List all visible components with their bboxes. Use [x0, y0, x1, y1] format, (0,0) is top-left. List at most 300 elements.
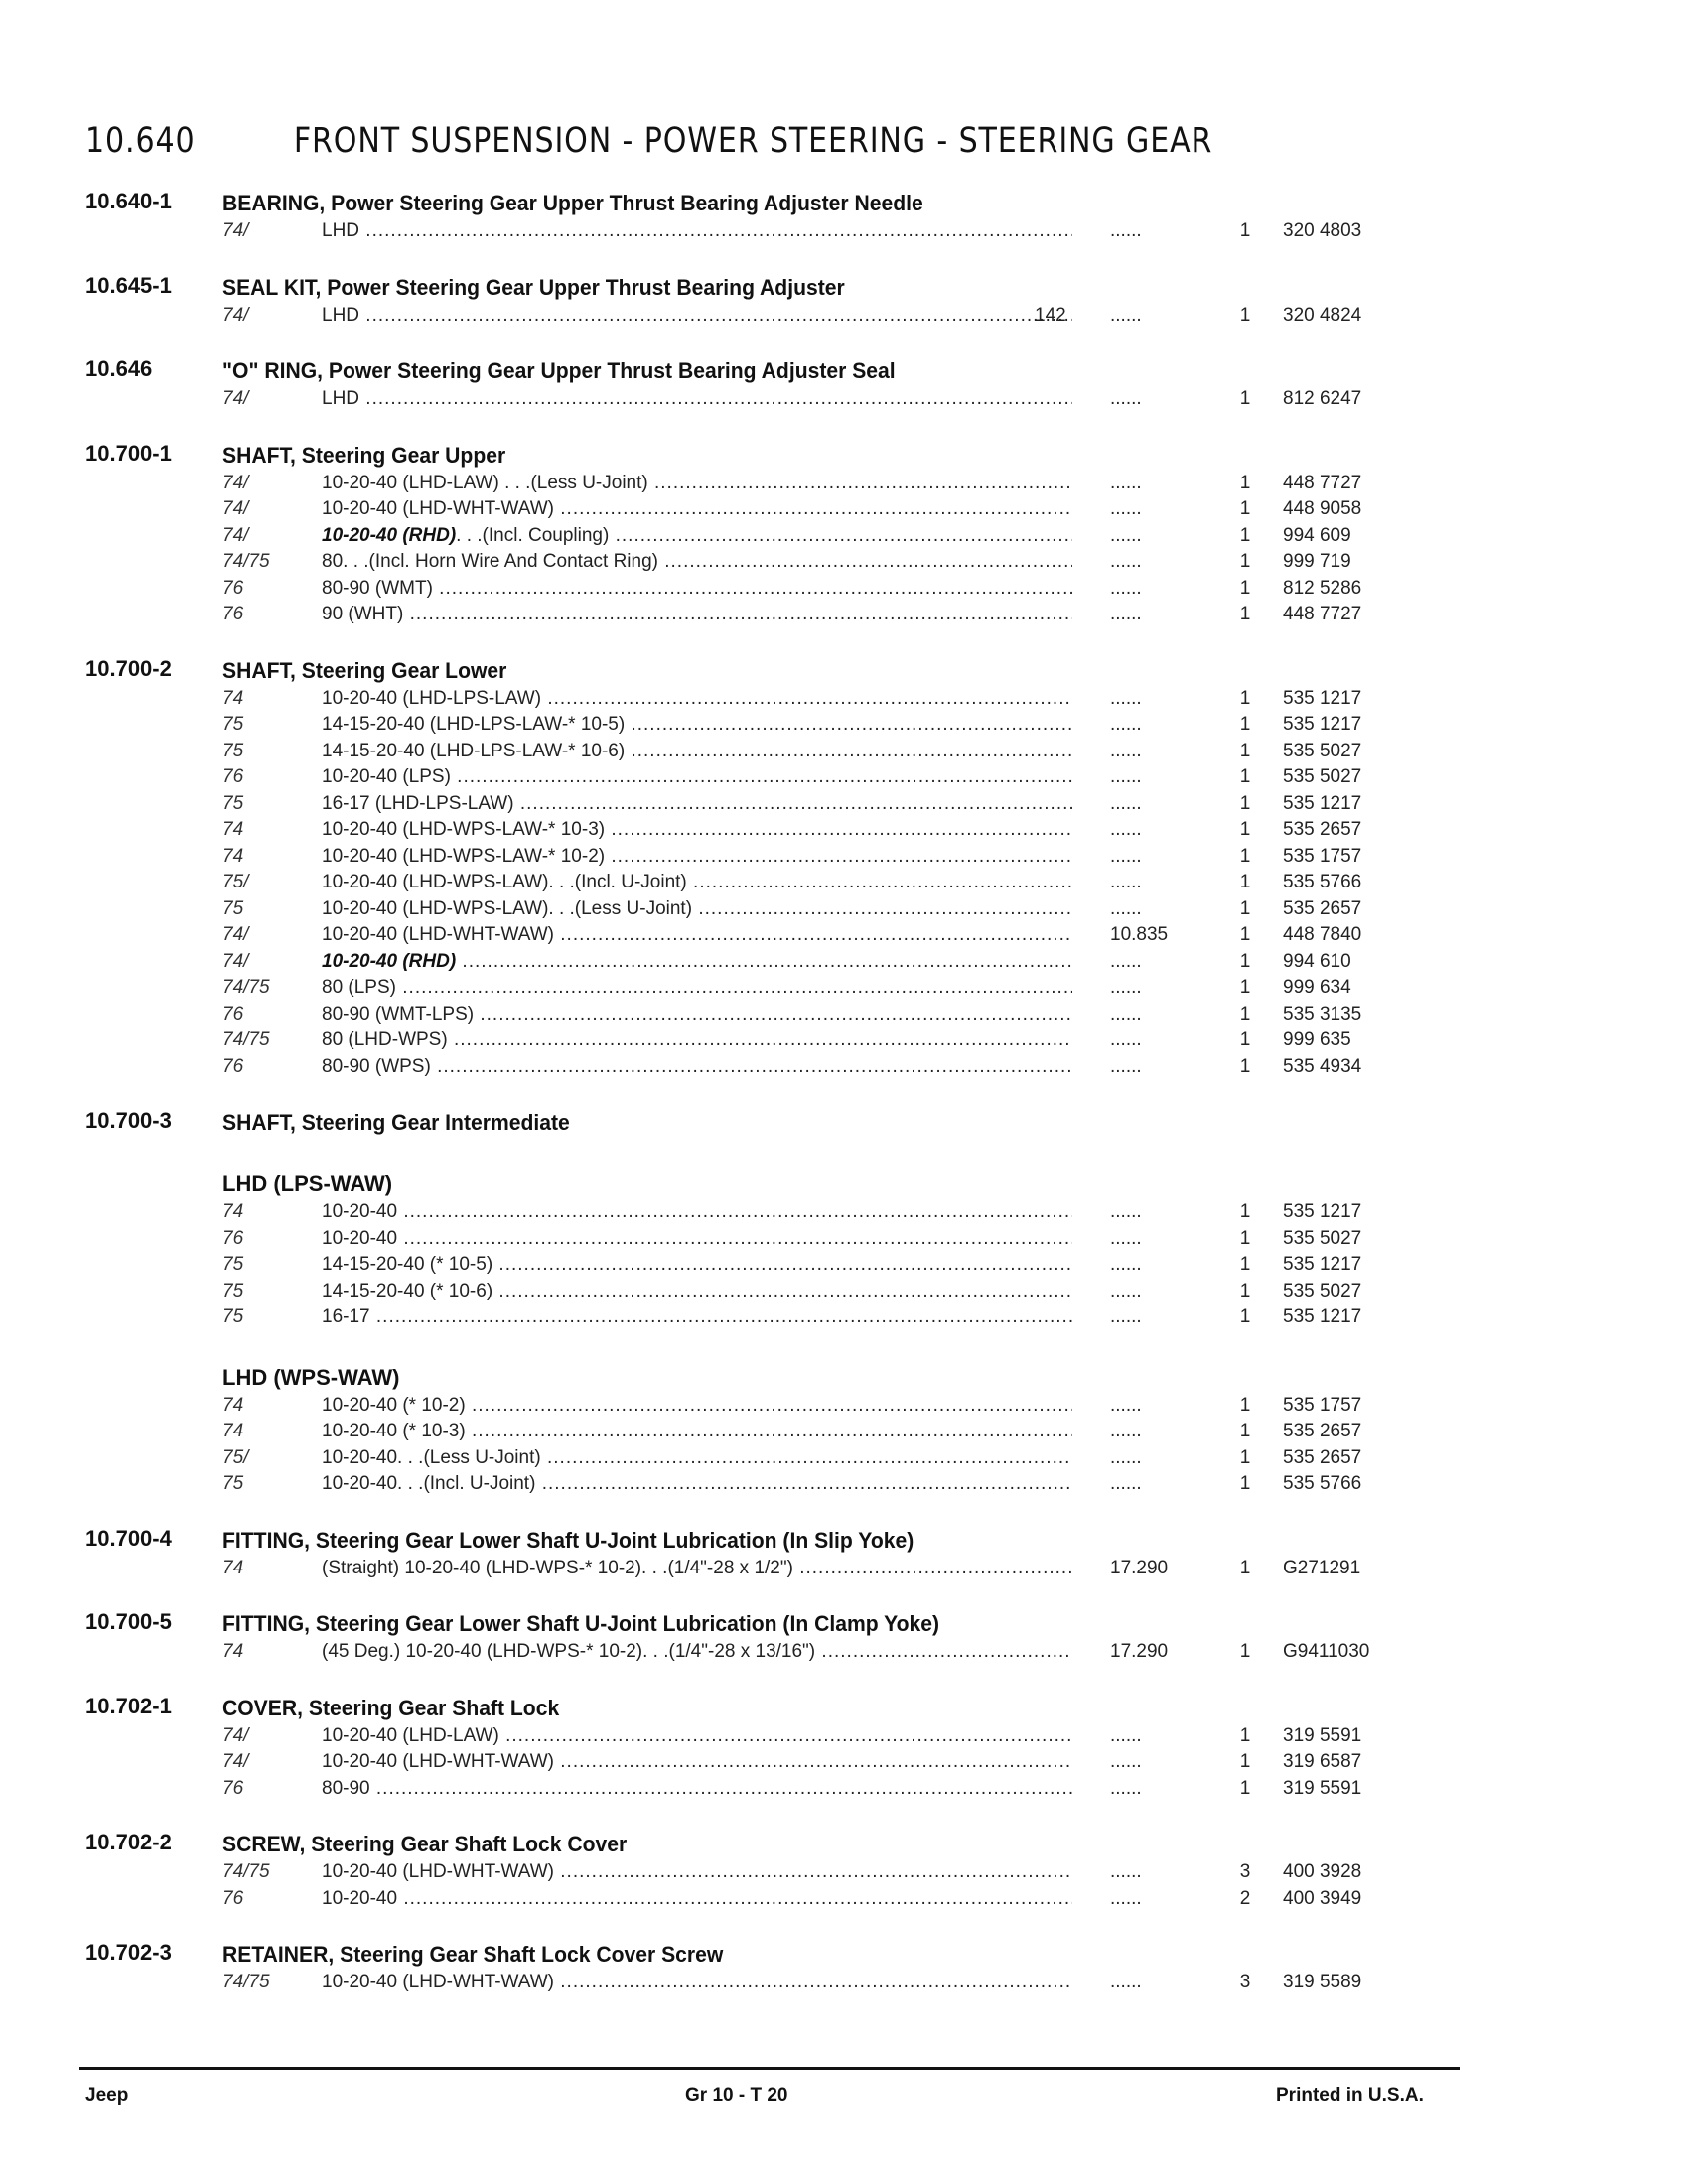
- parts-row: [0, 1421, 1688, 1447]
- part-description-text: 80-90 (WPS): [322, 1055, 431, 1077]
- part-description-text: 10-20-40: [322, 1887, 398, 1909]
- part-description-text: 80 (LPS): [322, 977, 396, 998]
- part-number: 535 1757: [1283, 1394, 1362, 1416]
- part-description-text: 90 (WHT): [322, 604, 404, 624]
- reference: ......: [1110, 551, 1142, 572]
- model-year: 74: [222, 1201, 244, 1222]
- quantity: 3: [1239, 1972, 1251, 1992]
- part-number: 535 5027: [1283, 766, 1362, 787]
- part-name: RETAINER,: [222, 1942, 335, 1967]
- quantity: 1: [1239, 1777, 1251, 1799]
- section-number: 10.700-4: [85, 1525, 172, 1551]
- part-description: [322, 846, 1072, 868]
- part-description-text: 10-20-40 (LHD-WHT-WAW): [322, 1751, 554, 1772]
- reference: ......: [1110, 1751, 1142, 1772]
- model-year: 76: [222, 1003, 244, 1024]
- parts-row: [0, 578, 1688, 605]
- model-year: 76: [222, 604, 244, 624]
- part-description-text: 16-17 (LHD-LPS-LAW): [322, 792, 514, 814]
- part-number: 535 5027: [1283, 740, 1362, 761]
- part-description-text: 10-20-40: [322, 1227, 398, 1249]
- part-description-text: 10-20-40 (LHD-WHT-WAW): [322, 1861, 554, 1882]
- part-number: 535 1217: [1283, 714, 1362, 735]
- section-header: [0, 1940, 1688, 1972]
- part-description-text: LHD: [322, 304, 360, 326]
- reference: ......: [1110, 819, 1142, 840]
- part-name: FITTING,: [222, 1527, 310, 1553]
- part-number: 319 6587: [1283, 1751, 1362, 1772]
- quantity: 1: [1239, 792, 1251, 814]
- part-number: 535 2657: [1283, 819, 1362, 840]
- quantity: 1: [1239, 924, 1251, 945]
- part-description: [322, 688, 1072, 710]
- part-name: BEARING,: [222, 191, 326, 215]
- quantity: 1: [1239, 1306, 1251, 1327]
- parts-row: [0, 1004, 1688, 1030]
- part-description: [322, 1888, 1072, 1910]
- quantity: 1: [1239, 1421, 1251, 1441]
- section-number: 10.702-3: [85, 1940, 172, 1965]
- quantity: 1: [1239, 498, 1251, 519]
- model-year: 75: [222, 1254, 244, 1275]
- part-description: [322, 1306, 1072, 1328]
- section-number: 10.700-3: [85, 1108, 172, 1133]
- parts-row: [0, 1888, 1688, 1915]
- quantity: 1: [1239, 845, 1251, 867]
- reference: ......: [1110, 1777, 1142, 1799]
- page-heading: FRONT SUSPENSION - POWER STEERING - STEERING GEAR: [293, 121, 1213, 161]
- part-description: [322, 1254, 1072, 1276]
- part-name-description: Steering Gear Shaft Lock Cover: [311, 1832, 628, 1856]
- section-number: 10.700-2: [85, 655, 172, 681]
- parts-row: [0, 872, 1688, 898]
- section-number: 10.646: [85, 356, 153, 381]
- part-description-text: 10-20-40 (* 10-3): [322, 1421, 466, 1441]
- part-number: 535 1217: [1283, 687, 1362, 709]
- parts-section: [0, 441, 1688, 630]
- quantity: 1: [1239, 1201, 1251, 1222]
- part-number: 535 2657: [1283, 1446, 1362, 1468]
- reference: ......: [1110, 577, 1142, 599]
- part-description-text: 16-17: [322, 1306, 370, 1327]
- section-number: 10.640-1: [85, 189, 172, 213]
- section-number: 10.702-2: [85, 1830, 172, 1854]
- model-year: 74/: [222, 220, 249, 241]
- quantity: 1: [1239, 524, 1251, 546]
- part-description: [322, 388, 1072, 410]
- reference: ......: [1110, 1972, 1142, 1992]
- section-header: [0, 189, 1688, 220]
- part-number: 448 7727: [1283, 472, 1362, 493]
- part-description-text: LHD: [322, 220, 360, 241]
- page-title: [85, 121, 1213, 161]
- part-description: [322, 498, 1072, 520]
- section-header: [0, 1694, 1688, 1725]
- part-number: 535 1217: [1283, 1306, 1362, 1327]
- part-description: [322, 977, 1072, 999]
- part-number: 535 5766: [1283, 1473, 1362, 1494]
- part-number: 812 6247: [1283, 388, 1362, 409]
- part-description-text: 10-20-40: [322, 1201, 398, 1222]
- part-description-text: 10-20-40. . .(Less U-Joint): [322, 1446, 541, 1468]
- parts-row: [0, 714, 1688, 741]
- quantity: 1: [1239, 819, 1251, 840]
- part-description-text: 80. . .(Incl. Horn Wire And Contact Ring): [322, 551, 658, 572]
- footer-print-note: Printed in U.S.A.: [1276, 2085, 1424, 2106]
- parts-row: [0, 1281, 1688, 1307]
- part-description-text: 80-90 (WMT): [322, 577, 433, 599]
- parts-row: [0, 388, 1688, 415]
- parts-row: [0, 924, 1688, 951]
- part-description-bold: 10-20-40 (RHD): [322, 524, 457, 546]
- part-description-text: 80-90 (WMT-LPS): [322, 1003, 475, 1024]
- reference: ......: [1110, 1254, 1142, 1275]
- model-year: 75: [222, 714, 244, 735]
- page-section-number: 10.640: [85, 121, 196, 161]
- parts-row: [0, 525, 1688, 552]
- part-description: [322, 525, 1072, 547]
- part-description: [322, 1056, 1072, 1078]
- part-description-text: 10-20-40 (LPS): [322, 766, 451, 787]
- part-description: [322, 1281, 1072, 1302]
- model-year: 74: [222, 1394, 244, 1416]
- parts-row: [0, 741, 1688, 767]
- quantity: 1: [1239, 604, 1251, 624]
- quantity: 1: [1239, 577, 1251, 599]
- part-number: 448 7727: [1283, 604, 1362, 624]
- section-header: [0, 441, 1688, 473]
- quantity: 1: [1239, 472, 1251, 493]
- part-name: COVER,: [222, 1695, 303, 1720]
- part-description: [322, 898, 1072, 920]
- model-year: 75: [222, 792, 244, 814]
- model-year: 75: [222, 1473, 244, 1494]
- section-spacer: [0, 1668, 1688, 1694]
- quantity: 1: [1239, 220, 1251, 241]
- model-year: 74/: [222, 472, 249, 493]
- part-number: 319 5591: [1283, 1777, 1362, 1799]
- part-description: [322, 819, 1072, 841]
- part-description: [322, 1029, 1072, 1051]
- model-year: 74: [222, 1421, 244, 1441]
- quantity: 1: [1239, 977, 1251, 998]
- reference: ......: [1110, 220, 1142, 241]
- parts-section: [0, 1830, 1688, 1914]
- reference: ......: [1110, 740, 1142, 761]
- parts-section: [0, 273, 1688, 332]
- part-name: SHAFT,: [222, 442, 296, 468]
- part-number: 448 9058: [1283, 498, 1362, 519]
- part-number: 319 5589: [1283, 1972, 1362, 1992]
- section-title: [222, 1942, 723, 1968]
- part-name-description: Steering Gear Lower Shaft U-Joint Lubrication (In Clamp Yoke): [315, 1611, 940, 1636]
- parts-row: [0, 1306, 1688, 1333]
- part-number: 999 635: [1283, 1029, 1351, 1050]
- part-description: [322, 793, 1072, 815]
- part-number: 999 719: [1283, 551, 1351, 572]
- model-year: 74/: [222, 524, 249, 546]
- section-title: [222, 658, 506, 684]
- part-name: SCREW,: [222, 1832, 306, 1856]
- part-description: [322, 1473, 1072, 1495]
- reference: ......: [1110, 1201, 1142, 1222]
- section-number: 10.702-1: [85, 1693, 172, 1718]
- group-label: LHD (WPS-WAW): [222, 1364, 400, 1390]
- section-header: [0, 1609, 1688, 1641]
- part-name-description: Steering Gear Shaft Lock Cover Screw: [340, 1942, 724, 1967]
- part-number: 320 4824: [1283, 304, 1362, 326]
- parts-row: [0, 819, 1688, 846]
- part-number: 535 2657: [1283, 897, 1362, 919]
- reference: ......: [1110, 304, 1142, 326]
- reference: ......: [1110, 950, 1142, 972]
- reference: ......: [1110, 1446, 1142, 1468]
- section-title: [222, 1110, 570, 1136]
- reference: ......: [1110, 1306, 1142, 1327]
- part-description: [322, 872, 1072, 893]
- reference: 10.835: [1110, 924, 1169, 945]
- reference: 17.290: [1110, 1641, 1169, 1662]
- parts-row: [0, 977, 1688, 1004]
- model-year: 74/75: [222, 1972, 270, 1992]
- section-header: [0, 1830, 1688, 1861]
- section-spacer: [0, 1082, 1688, 1108]
- part-number: 400 3949: [1283, 1887, 1362, 1909]
- section-title: [222, 1611, 939, 1637]
- model-year: 74/: [222, 950, 249, 972]
- parts-row: [0, 1201, 1688, 1228]
- part-description-text: 10-20-40 (LHD-WPS-LAW). . .(Incl. U-Joint): [322, 872, 687, 892]
- parts-section: [0, 1108, 1688, 1500]
- parts-row: [0, 1725, 1688, 1752]
- part-number: 535 1217: [1283, 792, 1362, 814]
- section-title: [222, 1528, 914, 1554]
- reference: ......: [1110, 687, 1142, 709]
- model-year: 76: [222, 766, 244, 787]
- reference: ......: [1110, 604, 1142, 624]
- part-number: 320 4803: [1283, 220, 1362, 241]
- quantity: 1: [1239, 1055, 1251, 1077]
- parts-row: [0, 1861, 1688, 1888]
- model-year: 74/75: [222, 551, 270, 572]
- part-description-bold: 10-20-40 (RHD): [322, 950, 457, 972]
- part-description: [322, 1751, 1072, 1773]
- reference: ......: [1110, 1724, 1142, 1746]
- model-year: 75: [222, 1306, 244, 1327]
- reference: ......: [1110, 897, 1142, 919]
- part-number: G271291: [1283, 1557, 1361, 1578]
- part-description-text: 10-20-40 (LHD-WPS-LAW). . .(Less U-Joint): [322, 897, 693, 919]
- section-spacer: [0, 1914, 1688, 1940]
- part-description: [322, 220, 1072, 242]
- part-description: [322, 305, 1072, 327]
- parts-row: [0, 898, 1688, 925]
- parts-row: [0, 551, 1688, 578]
- parts-row: [0, 220, 1688, 247]
- reference: ......: [1110, 472, 1142, 493]
- part-number: 535 1217: [1283, 1201, 1362, 1222]
- reference: ......: [1110, 1421, 1142, 1441]
- quantity: 1: [1239, 551, 1251, 572]
- parts-row: [0, 846, 1688, 873]
- parts-row: [0, 1447, 1688, 1474]
- parts-section: [0, 1609, 1688, 1668]
- part-number: 535 4934: [1283, 1055, 1362, 1077]
- model-year: 74: [222, 1641, 244, 1662]
- quantity: 1: [1239, 714, 1251, 735]
- part-description-text: 10-20-40 (LHD-WPS-LAW-* 10-3): [322, 819, 606, 840]
- quantity: 1: [1239, 687, 1251, 709]
- part-description: [322, 741, 1072, 762]
- parts-row: [0, 1254, 1688, 1281]
- parts-row: [0, 1558, 1688, 1584]
- parts-row: [0, 766, 1688, 793]
- part-description: [322, 1447, 1072, 1469]
- part-description: [322, 766, 1072, 788]
- parts-row: [0, 688, 1688, 715]
- reference: ......: [1110, 1473, 1142, 1494]
- part-description: [322, 1558, 1072, 1579]
- section-spacer: [0, 1583, 1688, 1609]
- part-description: [322, 1861, 1072, 1883]
- parts-row: [0, 498, 1688, 525]
- section-title: [222, 358, 896, 384]
- section-title: [222, 1696, 559, 1721]
- reference: ......: [1110, 1394, 1142, 1416]
- section-number: 10.700-1: [85, 440, 172, 466]
- model-year: 76: [222, 1055, 244, 1077]
- section-header: [0, 273, 1688, 305]
- quantity: 1: [1239, 1751, 1251, 1772]
- model-year: 75: [222, 1280, 244, 1301]
- parts-section: [0, 1526, 1688, 1584]
- part-number: 535 1217: [1283, 1254, 1362, 1275]
- part-number: 999 634: [1283, 977, 1351, 998]
- reference: ......: [1110, 792, 1142, 814]
- section-header: [0, 1526, 1688, 1558]
- reference: 17.290: [1110, 1557, 1169, 1578]
- parts-row: [0, 604, 1688, 630]
- reference: ......: [1110, 977, 1142, 998]
- parts-section: [0, 1940, 1688, 1998]
- section-title: [222, 275, 845, 301]
- model-year: 76: [222, 1887, 244, 1909]
- quantity: 3: [1239, 1861, 1251, 1882]
- section-spacer: [0, 247, 1688, 273]
- part-name-description: Power Steering Gear Upper Thrust Bearing Adjuster Needle: [331, 191, 923, 215]
- model-year: 74: [222, 845, 244, 867]
- parts-row: [0, 793, 1688, 820]
- model-year: 75: [222, 897, 244, 919]
- part-description: [322, 714, 1072, 736]
- part-description-text: 10-20-40. . .(Incl. U-Joint): [322, 1473, 536, 1494]
- part-description-text: (45 Deg.) 10-20-40 (LHD-WPS-* 10-2). . .(1/4"-28 x 13/16"): [322, 1641, 816, 1662]
- quantity: 2: [1239, 1887, 1251, 1909]
- parts-list: [0, 189, 1688, 1998]
- parts-row: [0, 1029, 1688, 1056]
- model-year: 75: [222, 740, 244, 761]
- part-number: 400 3928: [1283, 1861, 1362, 1882]
- parts-row: [0, 473, 1688, 499]
- parts-row: [0, 1228, 1688, 1255]
- section-header: [0, 656, 1688, 688]
- part-description-text: 14-15-20-40 (LHD-LPS-LAW-* 10-6): [322, 740, 626, 761]
- part-description: [322, 1972, 1072, 1993]
- reference: ......: [1110, 845, 1142, 867]
- reference: ......: [1110, 1029, 1142, 1050]
- quantity: 1: [1239, 1724, 1251, 1746]
- model-year: 74/75: [222, 1861, 270, 1882]
- group-header: [0, 1347, 1688, 1395]
- reference: ......: [1110, 872, 1142, 892]
- part-description: [322, 551, 1072, 573]
- part-name-description: Steering Gear Intermediate: [301, 1110, 570, 1135]
- part-number: 535 1757: [1283, 845, 1362, 867]
- part-name: FITTING,: [222, 1611, 310, 1636]
- quantity: 1: [1239, 1029, 1251, 1050]
- part-description: [322, 1228, 1072, 1250]
- quantity: 1: [1239, 1227, 1251, 1249]
- part-description-text: 10-20-40 (LHD-WHT-WAW): [322, 498, 554, 519]
- part-description: [322, 1201, 1072, 1223]
- section-spacer: [0, 415, 1688, 441]
- part-name-description: Steering Gear Upper: [301, 442, 506, 468]
- reference: ......: [1110, 524, 1142, 546]
- quantity: 1: [1239, 1254, 1251, 1275]
- reference: ......: [1110, 1861, 1142, 1882]
- section-number: 10.645-1: [85, 272, 172, 298]
- model-year: 74/75: [222, 977, 270, 998]
- reference: ......: [1110, 1280, 1142, 1301]
- model-year: 74/75: [222, 1029, 270, 1050]
- part-description-text: LHD: [322, 388, 360, 409]
- part-description: [322, 1641, 1072, 1663]
- reference: ......: [1110, 1055, 1142, 1077]
- part-description-text: . . .(Incl. Coupling): [456, 524, 610, 546]
- part-name: SEAL KIT,: [222, 274, 322, 300]
- quantity: 1: [1239, 1473, 1251, 1494]
- section-title: [222, 1832, 627, 1857]
- part-name-description: Power Steering Gear Upper Thrust Bearing Adjuster Seal: [328, 358, 896, 383]
- parts-section: [0, 1694, 1688, 1805]
- part-name-description: Steering Gear Shaft Lock: [308, 1695, 560, 1720]
- quantity: 1: [1239, 1557, 1251, 1578]
- illustration-ref: 142: [1035, 304, 1066, 326]
- model-year: 74: [222, 819, 244, 840]
- model-year: 76: [222, 1227, 244, 1249]
- quantity: 1: [1239, 872, 1251, 892]
- footer-brand: Jeep: [85, 2085, 129, 2106]
- section-number: 10.700-5: [85, 1609, 172, 1634]
- part-description: [322, 578, 1072, 600]
- part-description: [322, 604, 1072, 625]
- reference: ......: [1110, 1227, 1142, 1249]
- parts-row: [0, 1778, 1688, 1805]
- parts-row: [0, 1972, 1688, 1998]
- part-description: [322, 951, 1072, 973]
- model-year: 75/: [222, 1446, 249, 1468]
- part-description-text: 10-20-40 (LHD-WHT-WAW): [322, 1972, 554, 1992]
- reference: ......: [1110, 1887, 1142, 1909]
- quantity: 1: [1239, 388, 1251, 409]
- part-description: [322, 1421, 1072, 1442]
- part-description: [322, 1395, 1072, 1417]
- model-year: 74: [222, 687, 244, 709]
- parts-row: [0, 305, 1688, 332]
- part-name: SHAFT,: [222, 1110, 296, 1135]
- part-number: 535 3135: [1283, 1003, 1362, 1024]
- part-name-description: Steering Gear Lower Shaft U-Joint Lubrication (In Slip Yoke): [315, 1527, 914, 1553]
